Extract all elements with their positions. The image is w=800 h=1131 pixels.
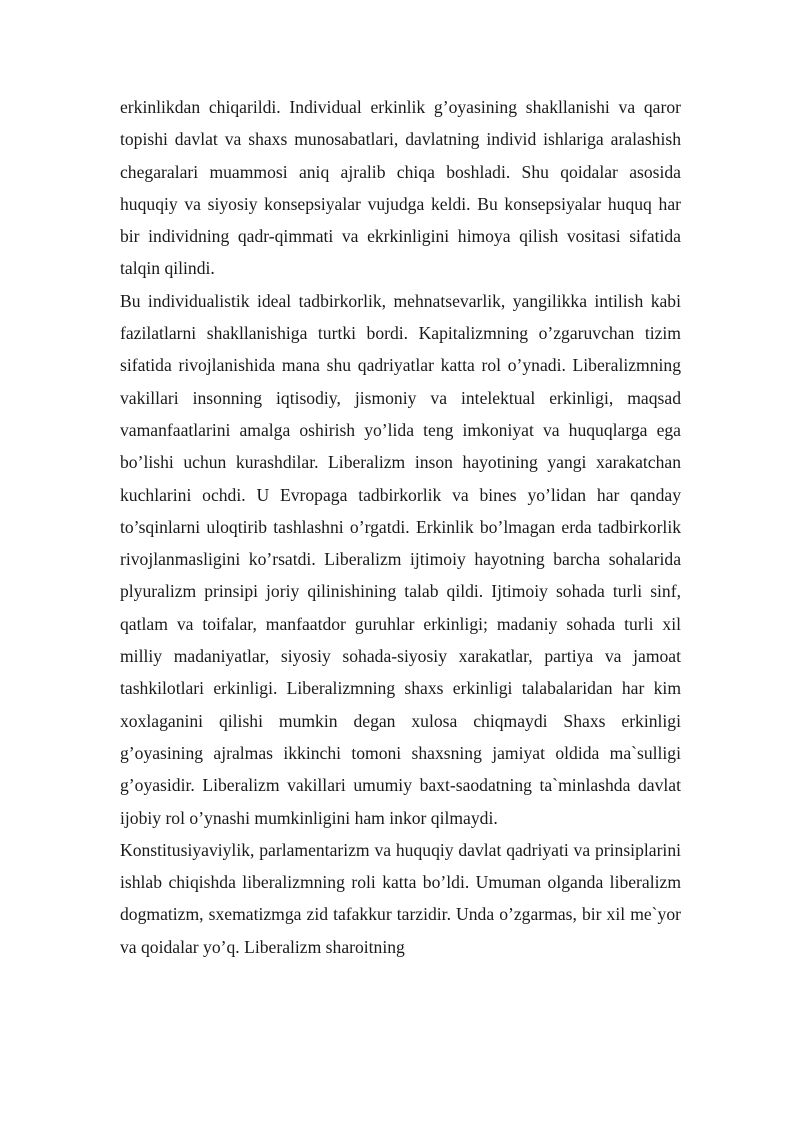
paragraph-2: Bu individualistik ideal tadbirkorlik, mehnatsevarlik, yangilikka intilish kabi fazilatlarni shakllanishiga turtki bordi. Kapitalizmning o’zgaruvchan tizim sifatida rivojlanishida mana shu qadriyatlar katta rol o’ynadi. Liberalizmning vakillari insonning iqtisodiy, jismoniy va intelektual erkinligi, maqsad vamanfaatlarini amalga oshirish yo’lida teng imkoniyat va huquqlarga ega bo’lishi uchun kurashdilar. Liberalizm inson hayotining yangi xarakatchan kuchlarini ochdi. U Evropaga tadbirkorlik va bines yo’lidan har qanday to’sqinlarni uloqtirib tashlashni o’rgatdi. Erkinlik bo’lmagan erda tadbirkorlik rivojlanmasligini ko’rsatdi. Liberalizm ijtimoiy hayotning barcha sohalarida plyuralizm prinsipi joriy qilinishining talab qildi. Ijtimoiy sohada turli sinf, qatlam va toifalar, manfaatdor guruhlar erkinligi; madaniy sohada turli xil milliy madaniyatlar, siyosiy sohada-siyosiy xarakatlar, partiya va jamoat tashkilotlari erkinligi. Liberalizmning shaxs erkinligi talabalaridan har kim xoxlaganini qilishi mumkin degan xulosa chiqmaydi Shaxs erkinligi g’oyasining ajralmas ikkinchi tomoni shaxsning jamiyat oldida ma`sulligi g’oyasidir. Liberalizm vakillari umumiy baxt-saodatning ta`minlashda davlat ijobiy rol o’ynashi mumkinligini ham inkor qilmaydi. [120,290,681,828]
paragraph-3: Konstitusiyaviylik, parlamentarizm va huquqiy davlat qadriyati va prinsiplarini ishlab chiqishda liberalizmning roli katta bo’ldi. Umuman olganda liberalizm dogmatizm, sxematizmga zid tafakkur tarzidir. Unda o’zgarmas, bir xil me`yor va qoidalar yo’q. Liberalizm sharoitning [120,839,681,957]
paragraph-1: erkinlikdan chiqarildi. Individual erkinlik g’oyasining shakllanishi va qaror topishi davlat va shaxs munosabatlari, davlatning individ ishlariga aralashish chegaralari muammosi aniq ajralib chiqa boshladi. Shu qoidalar asosida huquqiy va siyosiy konsepsiyalar vujudga keldi. Bu konsepsiyalar huquq har bir individning qadr-qimmati va ekrkinligini himoya qilish vositasi sifatida talqin qilindi. [120,97,681,279]
document-body [120,91,681,963]
